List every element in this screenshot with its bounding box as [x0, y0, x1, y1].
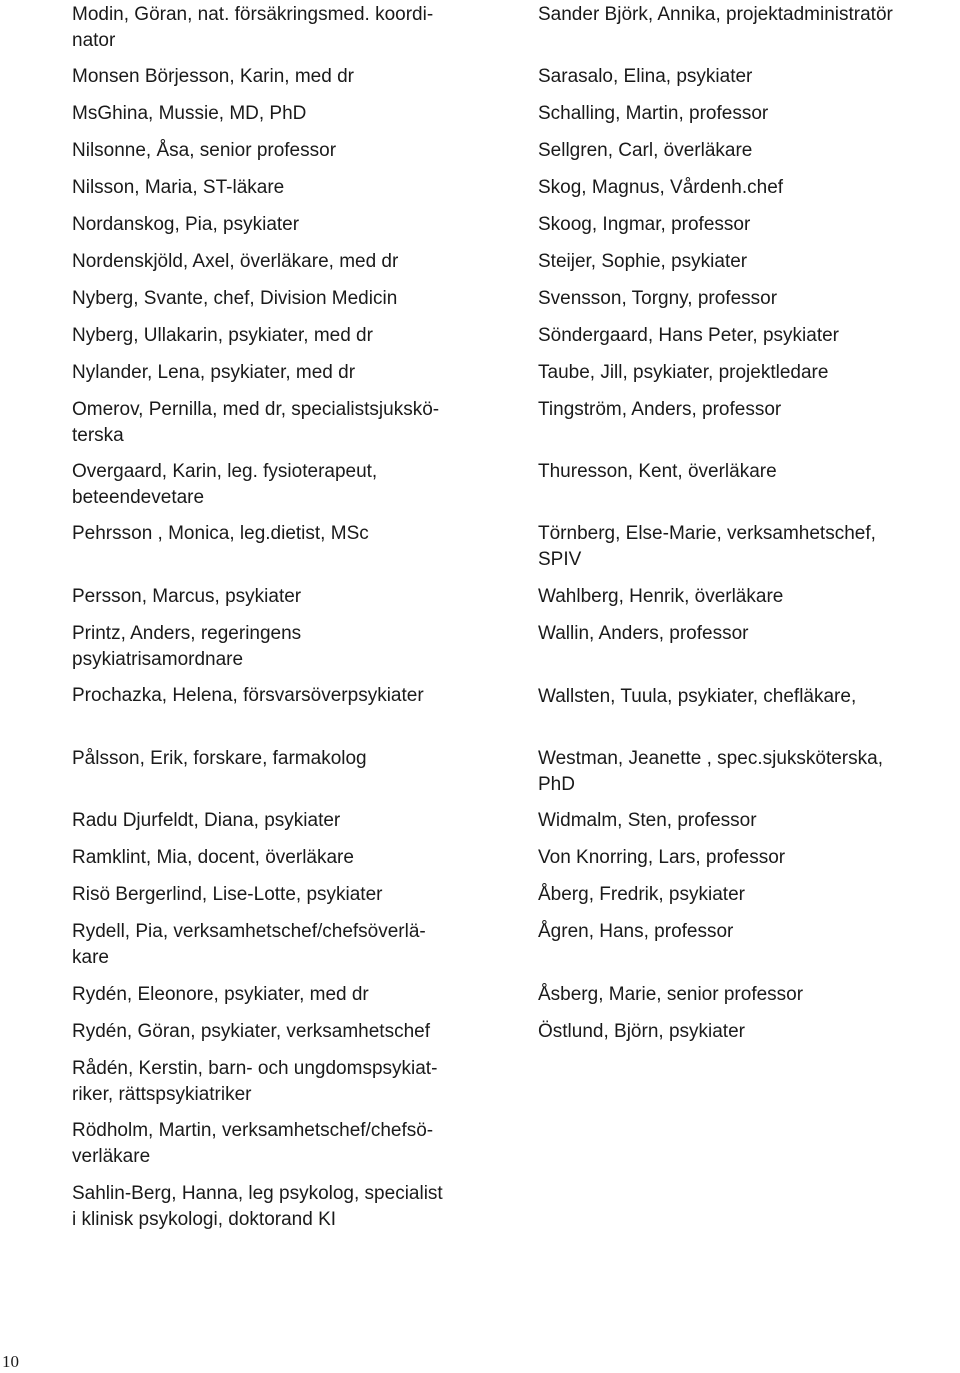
- right-column-entry: [538, 1019, 745, 1045]
- right-column-entry: [538, 175, 783, 201]
- left-column-entry-line: Nylander, Lena, psykiater, med dr: [72, 362, 356, 383]
- left-column-entry-line: Rydén, Eleonore, psykiater, med dr: [72, 984, 369, 1005]
- left-column-entry-line: Nilsson, Maria, ST-läkare: [72, 177, 285, 198]
- right-column-entry-line: Åberg, Fredrik, psykiater: [538, 884, 745, 905]
- left-column-entry-line: Printz, Anders, regeringens: [72, 623, 302, 644]
- left-column-entry-line: Rådén, Kerstin, barn- och ungdomspsykiat-: [72, 1058, 438, 1079]
- left-column-entry: [72, 683, 424, 709]
- left-column-entry-line: Monsen Börjesson, Karin, med dr: [72, 66, 354, 87]
- left-column-entry-line: Modin, Göran, nat. försäkringsmed. koordi-: [72, 4, 434, 25]
- page-number: 10: [2, 1352, 19, 1371]
- right-column-entry: [538, 459, 777, 485]
- right-column-entry: [538, 212, 750, 238]
- left-column-entry: [72, 982, 369, 1008]
- right-column-entry: [538, 397, 781, 423]
- left-column-entry: [72, 882, 382, 908]
- left-column-entry-line: Risö Bergerlind, Lise-Lotte, psykiater: [72, 884, 383, 905]
- right-column-entry-line: PhD: [538, 774, 575, 795]
- right-column-entry-line: Sellgren, Carl, överläkare: [538, 140, 753, 161]
- left-column-entry: [72, 249, 398, 275]
- right-column-entry: [538, 249, 747, 275]
- left-column-entry: [72, 1181, 443, 1233]
- right-column-entry: [538, 746, 883, 798]
- right-column-entry: [538, 2, 893, 28]
- right-column-entry: [538, 584, 783, 610]
- right-column-entry-line: Östlund, Björn, psykiater: [538, 1021, 745, 1042]
- left-column-entry-line: i klinisk psykologi, doktorand KI: [72, 1209, 337, 1230]
- left-column-entry-line: Ramklint, Mia, docent, överläkare: [72, 847, 354, 868]
- right-column-entry-line: Söndergaard, Hans Peter, psykiater: [538, 325, 840, 346]
- left-column-entry-line: Nilsonne, Åsa, senior professor: [72, 140, 337, 161]
- right-column-entry: [538, 286, 777, 312]
- left-column-entry-line: Sahlin-Berg, Hanna, leg psykolog, specialist: [72, 1183, 443, 1204]
- right-column-entry-line: Sander Björk, Annika, projektadministratör: [538, 4, 893, 25]
- left-column-entry: [72, 360, 355, 386]
- left-column-entry: [72, 138, 336, 164]
- right-column-entry: [538, 684, 856, 710]
- left-column-entry: [72, 1118, 433, 1170]
- left-column-entry-line: riker, rättspsykiatriker: [72, 1084, 252, 1105]
- right-column-entry: [538, 521, 876, 573]
- right-column-entry-line: Westman, Jeanette , spec.sjuksköterska,: [538, 748, 883, 769]
- left-column-entry-line: Radu Djurfeldt, Diana, psykiater: [72, 810, 341, 831]
- right-column-entry: [538, 982, 803, 1008]
- right-column-entry: [538, 64, 752, 90]
- right-column-entry-line: Ågren, Hans, professor: [538, 921, 734, 942]
- right-column-entry-line: Sarasalo, Elina, psykiater: [538, 66, 753, 87]
- left-column-entry: [72, 64, 354, 90]
- left-column-entry: [72, 521, 369, 547]
- left-column-entry: [72, 397, 439, 449]
- left-column-entry-line: terska: [72, 425, 124, 446]
- right-column-entry-line: Wallsten, Tuula, psykiater, chefläkare,: [538, 686, 857, 707]
- left-column-entry-line: MsGhina, Mussie, MD, PhD: [72, 103, 307, 124]
- left-column-entry-line: Nyberg, Ullakarin, psykiater, med dr: [72, 325, 373, 346]
- left-column-entry-line: Pehrsson , Monica, leg.dietist, MSc: [72, 523, 369, 544]
- right-column-entry: [538, 360, 828, 386]
- left-column-entry-line: Rydén, Göran, psykiater, verksamhetschef: [72, 1021, 430, 1042]
- right-column-entry-line: Taube, Jill, psykiater, projektledare: [538, 362, 829, 383]
- left-column-entry: [72, 1019, 430, 1045]
- right-column-entry-line: Steijer, Sophie, psykiater: [538, 251, 748, 272]
- left-column-entry: [72, 212, 299, 238]
- left-column-entry: [72, 808, 340, 834]
- right-column-entry-line: Widmalm, Sten, professor: [538, 810, 757, 831]
- right-column-entry-line: Skoog, Ingmar, professor: [538, 214, 751, 235]
- left-column-entry: [72, 746, 367, 772]
- right-column-entry-line: Tingström, Anders, professor: [538, 399, 782, 420]
- left-column-entry-line: Rydell, Pia, verksamhetschef/chefsöverlä-: [72, 921, 426, 942]
- left-column-entry: [72, 323, 373, 349]
- left-column-entry-line: verläkare: [72, 1146, 151, 1167]
- left-column-entry-line: Nordenskjöld, Axel, överläkare, med dr: [72, 251, 399, 272]
- right-column-entry: [538, 845, 785, 871]
- right-column-entry-line: Svensson, Torgny, professor: [538, 288, 778, 309]
- right-column-entry-line: Wallin, Anders, professor: [538, 623, 749, 644]
- left-column-entry-line: Rödholm, Martin, verksamhetschef/chefsö-: [72, 1120, 434, 1141]
- left-column-entry: [72, 1056, 437, 1108]
- left-column-entry: [72, 459, 377, 511]
- right-column-entry: [538, 621, 749, 647]
- right-column-entry-line: Schalling, Martin, professor: [538, 103, 769, 124]
- right-column-entry-line: Åsberg, Marie, senior professor: [538, 984, 804, 1005]
- left-column-entry-line: Prochazka, Helena, försvarsöverpsykiater: [72, 685, 424, 706]
- left-column-entry-line: Nyberg, Svante, chef, Division Medicin: [72, 288, 398, 309]
- right-column-entry: [538, 882, 745, 908]
- left-column-entry-line: nator: [72, 30, 116, 51]
- left-column-entry-line: Pålsson, Erik, forskare, farmakolog: [72, 748, 367, 769]
- right-column-entry-line: Wahlberg, Henrik, överläkare: [538, 586, 784, 607]
- left-column-entry: [72, 101, 306, 127]
- right-column-entry-line: Thuresson, Kent, överläkare: [538, 461, 777, 482]
- right-column-entry-line: Skog, Magnus, Vårdenh.chef: [538, 177, 784, 198]
- left-column-entry-line: Persson, Marcus, psykiater: [72, 586, 302, 607]
- left-column-entry: [72, 584, 301, 610]
- left-column-entry: [72, 919, 426, 971]
- left-column-entry-line: Omerov, Pernilla, med dr, specialistsjukskö-: [72, 399, 440, 420]
- right-column-entry: [538, 323, 839, 349]
- right-column-entry: [538, 919, 733, 945]
- right-column-entry-line: SPIV: [538, 549, 582, 570]
- right-column-entry: [538, 138, 752, 164]
- left-column-entry-line: psykiatrisamordnare: [72, 649, 244, 670]
- right-column-entry: [538, 101, 768, 127]
- left-column-entry: [72, 845, 354, 871]
- left-column-entry-line: kare: [72, 947, 109, 968]
- left-column-entry-line: Overgaard, Karin, leg. fysioterapeut,: [72, 461, 378, 482]
- right-column-entry-line: Von Knorring, Lars, professor: [538, 847, 786, 868]
- left-column-entry: [72, 621, 301, 673]
- right-column-entry: [538, 808, 757, 834]
- left-column-entry: [72, 175, 284, 201]
- left-column-entry: [72, 286, 397, 312]
- left-column-entry-line: beteendevetare: [72, 487, 205, 508]
- left-column-entry-line: Nordanskog, Pia, psykiater: [72, 214, 300, 235]
- right-column-entry-line: Törnberg, Else-Marie, verksamhetschef,: [538, 523, 876, 544]
- left-column-entry: [72, 2, 433, 54]
